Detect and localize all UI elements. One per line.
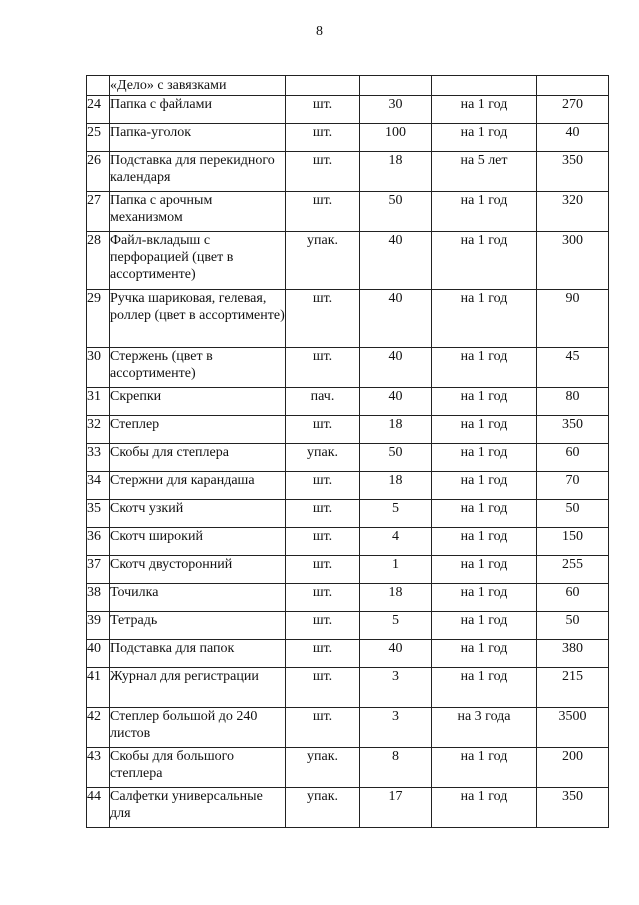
quantity-cell: 3 bbox=[360, 668, 432, 708]
item-name-cell: Журнал для регистрации bbox=[110, 668, 286, 708]
table-row bbox=[87, 416, 609, 444]
price-cell: 70 bbox=[537, 472, 609, 500]
item-name-cell: Ручка шариковая, гелевая, роллер (цвет в ассортименте) bbox=[110, 290, 286, 348]
price-cell: 60 bbox=[537, 584, 609, 612]
row-number-cell: 44 bbox=[87, 788, 110, 828]
quantity-cell: 40 bbox=[360, 640, 432, 668]
item-name-cell: Папка с файлами bbox=[110, 96, 286, 124]
item-name-cell: Салфетки универсальные для bbox=[110, 788, 286, 828]
row-number-cell: 27 bbox=[87, 192, 110, 232]
table-row bbox=[87, 788, 609, 828]
row-number-cell: 31 bbox=[87, 388, 110, 416]
item-name-cell: Подставка для папок bbox=[110, 640, 286, 668]
quantity-cell: 40 bbox=[360, 348, 432, 388]
usage-term-cell: на 1 год bbox=[432, 472, 537, 500]
row-number-cell bbox=[87, 76, 110, 96]
price-cell: 215 bbox=[537, 668, 609, 708]
unit-cell: шт. bbox=[286, 192, 360, 232]
quantity-cell: 4 bbox=[360, 528, 432, 556]
usage-term-cell: на 1 год bbox=[432, 444, 537, 472]
usage-term-cell: на 1 год bbox=[432, 528, 537, 556]
row-number-cell: 34 bbox=[87, 472, 110, 500]
usage-term-cell: на 1 год bbox=[432, 96, 537, 124]
item-name-cell: Точилка bbox=[110, 584, 286, 612]
table-row bbox=[87, 748, 609, 788]
row-number-cell: 32 bbox=[87, 416, 110, 444]
quantity-cell: 17 bbox=[360, 788, 432, 828]
item-name-cell: Степлер bbox=[110, 416, 286, 444]
table-row bbox=[87, 290, 609, 348]
item-name-cell: Скобы для большого степлера bbox=[110, 748, 286, 788]
unit-cell: шт. bbox=[286, 348, 360, 388]
item-name-cell: Подставка для перекидного календаря bbox=[110, 152, 286, 192]
unit-cell: шт. bbox=[286, 96, 360, 124]
unit-cell: шт. bbox=[286, 124, 360, 152]
quantity-cell: 100 bbox=[360, 124, 432, 152]
supplies-table bbox=[86, 75, 609, 828]
table-row bbox=[87, 668, 609, 708]
price-cell: 40 bbox=[537, 124, 609, 152]
usage-term-cell: на 1 год bbox=[432, 612, 537, 640]
quantity-cell: 50 bbox=[360, 444, 432, 472]
table-row bbox=[87, 708, 609, 748]
row-number-cell: 33 bbox=[87, 444, 110, 472]
usage-term-cell: на 1 год bbox=[432, 556, 537, 584]
row-number-cell: 40 bbox=[87, 640, 110, 668]
unit-cell: шт. bbox=[286, 528, 360, 556]
quantity-cell: 40 bbox=[360, 388, 432, 416]
item-name-cell: Тетрадь bbox=[110, 612, 286, 640]
table-body bbox=[87, 76, 609, 828]
usage-term-cell: на 1 год bbox=[432, 348, 537, 388]
row-number-cell: 29 bbox=[87, 290, 110, 348]
unit-cell: шт. bbox=[286, 290, 360, 348]
row-number-cell: 24 bbox=[87, 96, 110, 124]
row-number-cell: 30 bbox=[87, 348, 110, 388]
price-cell: 150 bbox=[537, 528, 609, 556]
usage-term-cell: на 1 год bbox=[432, 788, 537, 828]
table-row bbox=[87, 472, 609, 500]
row-number-cell: 28 bbox=[87, 232, 110, 290]
item-name-cell: Скотч широкий bbox=[110, 528, 286, 556]
item-name-cell: Стержни для карандаша bbox=[110, 472, 286, 500]
unit-cell bbox=[286, 76, 360, 96]
usage-term-cell: на 1 год bbox=[432, 500, 537, 528]
price-cell: 300 bbox=[537, 232, 609, 290]
row-number-cell: 41 bbox=[87, 668, 110, 708]
price-cell: 255 bbox=[537, 556, 609, 584]
row-number-cell: 25 bbox=[87, 124, 110, 152]
quantity-cell: 30 bbox=[360, 96, 432, 124]
price-cell: 320 bbox=[537, 192, 609, 232]
quantity-cell: 1 bbox=[360, 556, 432, 584]
table-row bbox=[87, 556, 609, 584]
usage-term-cell: на 1 год bbox=[432, 290, 537, 348]
item-name-cell: Папка с арочным механизмом bbox=[110, 192, 286, 232]
row-number-cell: 36 bbox=[87, 528, 110, 556]
quantity-cell: 18 bbox=[360, 472, 432, 500]
price-cell: 380 bbox=[537, 640, 609, 668]
row-number-cell: 43 bbox=[87, 748, 110, 788]
unit-cell: упак. bbox=[286, 748, 360, 788]
price-cell: 3500 bbox=[537, 708, 609, 748]
row-number-cell: 26 bbox=[87, 152, 110, 192]
usage-term-cell: на 1 год bbox=[432, 124, 537, 152]
quantity-cell: 5 bbox=[360, 612, 432, 640]
quantity-cell: 5 bbox=[360, 500, 432, 528]
usage-term-cell: на 1 год bbox=[432, 416, 537, 444]
unit-cell: шт. bbox=[286, 152, 360, 192]
table-row bbox=[87, 500, 609, 528]
usage-term-cell: на 1 год bbox=[432, 192, 537, 232]
row-number-cell: 35 bbox=[87, 500, 110, 528]
quantity-cell bbox=[360, 76, 432, 96]
price-cell: 350 bbox=[537, 416, 609, 444]
unit-cell: шт. bbox=[286, 416, 360, 444]
table-row bbox=[87, 388, 609, 416]
quantity-cell: 3 bbox=[360, 708, 432, 748]
row-number-cell: 42 bbox=[87, 708, 110, 748]
table-row bbox=[87, 192, 609, 232]
usage-term-cell bbox=[432, 76, 537, 96]
unit-cell: упак. bbox=[286, 788, 360, 828]
usage-term-cell: на 1 год bbox=[432, 668, 537, 708]
table-row bbox=[87, 232, 609, 290]
price-cell: 200 bbox=[537, 748, 609, 788]
unit-cell: упак. bbox=[286, 444, 360, 472]
item-name-cell: «Дело» с завязками bbox=[110, 76, 286, 96]
price-cell: 350 bbox=[537, 788, 609, 828]
page-number: 8 bbox=[316, 24, 323, 39]
row-number-cell: 38 bbox=[87, 584, 110, 612]
usage-term-cell: на 3 года bbox=[432, 708, 537, 748]
item-name-cell: Степлер большой до 240 листов bbox=[110, 708, 286, 748]
usage-term-cell: на 1 год bbox=[432, 388, 537, 416]
unit-cell: шт. bbox=[286, 668, 360, 708]
unit-cell: шт. bbox=[286, 640, 360, 668]
quantity-cell: 50 bbox=[360, 192, 432, 232]
price-cell: 50 bbox=[537, 612, 609, 640]
price-cell: 45 bbox=[537, 348, 609, 388]
unit-cell: шт. bbox=[286, 612, 360, 640]
table-row bbox=[87, 124, 609, 152]
item-name-cell: Стержень (цвет в ассортименте) bbox=[110, 348, 286, 388]
row-number-cell: 37 bbox=[87, 556, 110, 584]
price-cell: 350 bbox=[537, 152, 609, 192]
price-cell: 50 bbox=[537, 500, 609, 528]
item-name-cell: Папка-уголок bbox=[110, 124, 286, 152]
unit-cell: шт. bbox=[286, 556, 360, 584]
quantity-cell: 8 bbox=[360, 748, 432, 788]
usage-term-cell: на 1 год bbox=[432, 232, 537, 290]
quantity-cell: 18 bbox=[360, 584, 432, 612]
item-name-cell: Файл-вкладыш с перфорацией (цвет в ассортименте) bbox=[110, 232, 286, 290]
table-row bbox=[87, 640, 609, 668]
table-row bbox=[87, 528, 609, 556]
table-row bbox=[87, 348, 609, 388]
quantity-cell: 40 bbox=[360, 232, 432, 290]
quantity-cell: 18 bbox=[360, 416, 432, 444]
quantity-cell: 40 bbox=[360, 290, 432, 348]
table-row bbox=[87, 76, 609, 96]
table-row bbox=[87, 444, 609, 472]
usage-term-cell: на 1 год bbox=[432, 748, 537, 788]
price-cell bbox=[537, 76, 609, 96]
item-name-cell: Скотч двусторонний bbox=[110, 556, 286, 584]
table-row bbox=[87, 584, 609, 612]
row-number-cell: 39 bbox=[87, 612, 110, 640]
item-name-cell: Скрепки bbox=[110, 388, 286, 416]
price-cell: 270 bbox=[537, 96, 609, 124]
unit-cell: шт. bbox=[286, 708, 360, 748]
price-cell: 60 bbox=[537, 444, 609, 472]
usage-term-cell: на 5 лет bbox=[432, 152, 537, 192]
quantity-cell: 18 bbox=[360, 152, 432, 192]
item-name-cell: Скобы для степлера bbox=[110, 444, 286, 472]
item-name-cell: Скотч узкий bbox=[110, 500, 286, 528]
table-row bbox=[87, 152, 609, 192]
table-row bbox=[87, 612, 609, 640]
usage-term-cell: на 1 год bbox=[432, 640, 537, 668]
unit-cell: шт. bbox=[286, 472, 360, 500]
usage-term-cell: на 1 год bbox=[432, 584, 537, 612]
unit-cell: шт. bbox=[286, 584, 360, 612]
table-row bbox=[87, 96, 609, 124]
price-cell: 90 bbox=[537, 290, 609, 348]
unit-cell: пач. bbox=[286, 388, 360, 416]
unit-cell: шт. bbox=[286, 500, 360, 528]
unit-cell: упак. bbox=[286, 232, 360, 290]
price-cell: 80 bbox=[537, 388, 609, 416]
